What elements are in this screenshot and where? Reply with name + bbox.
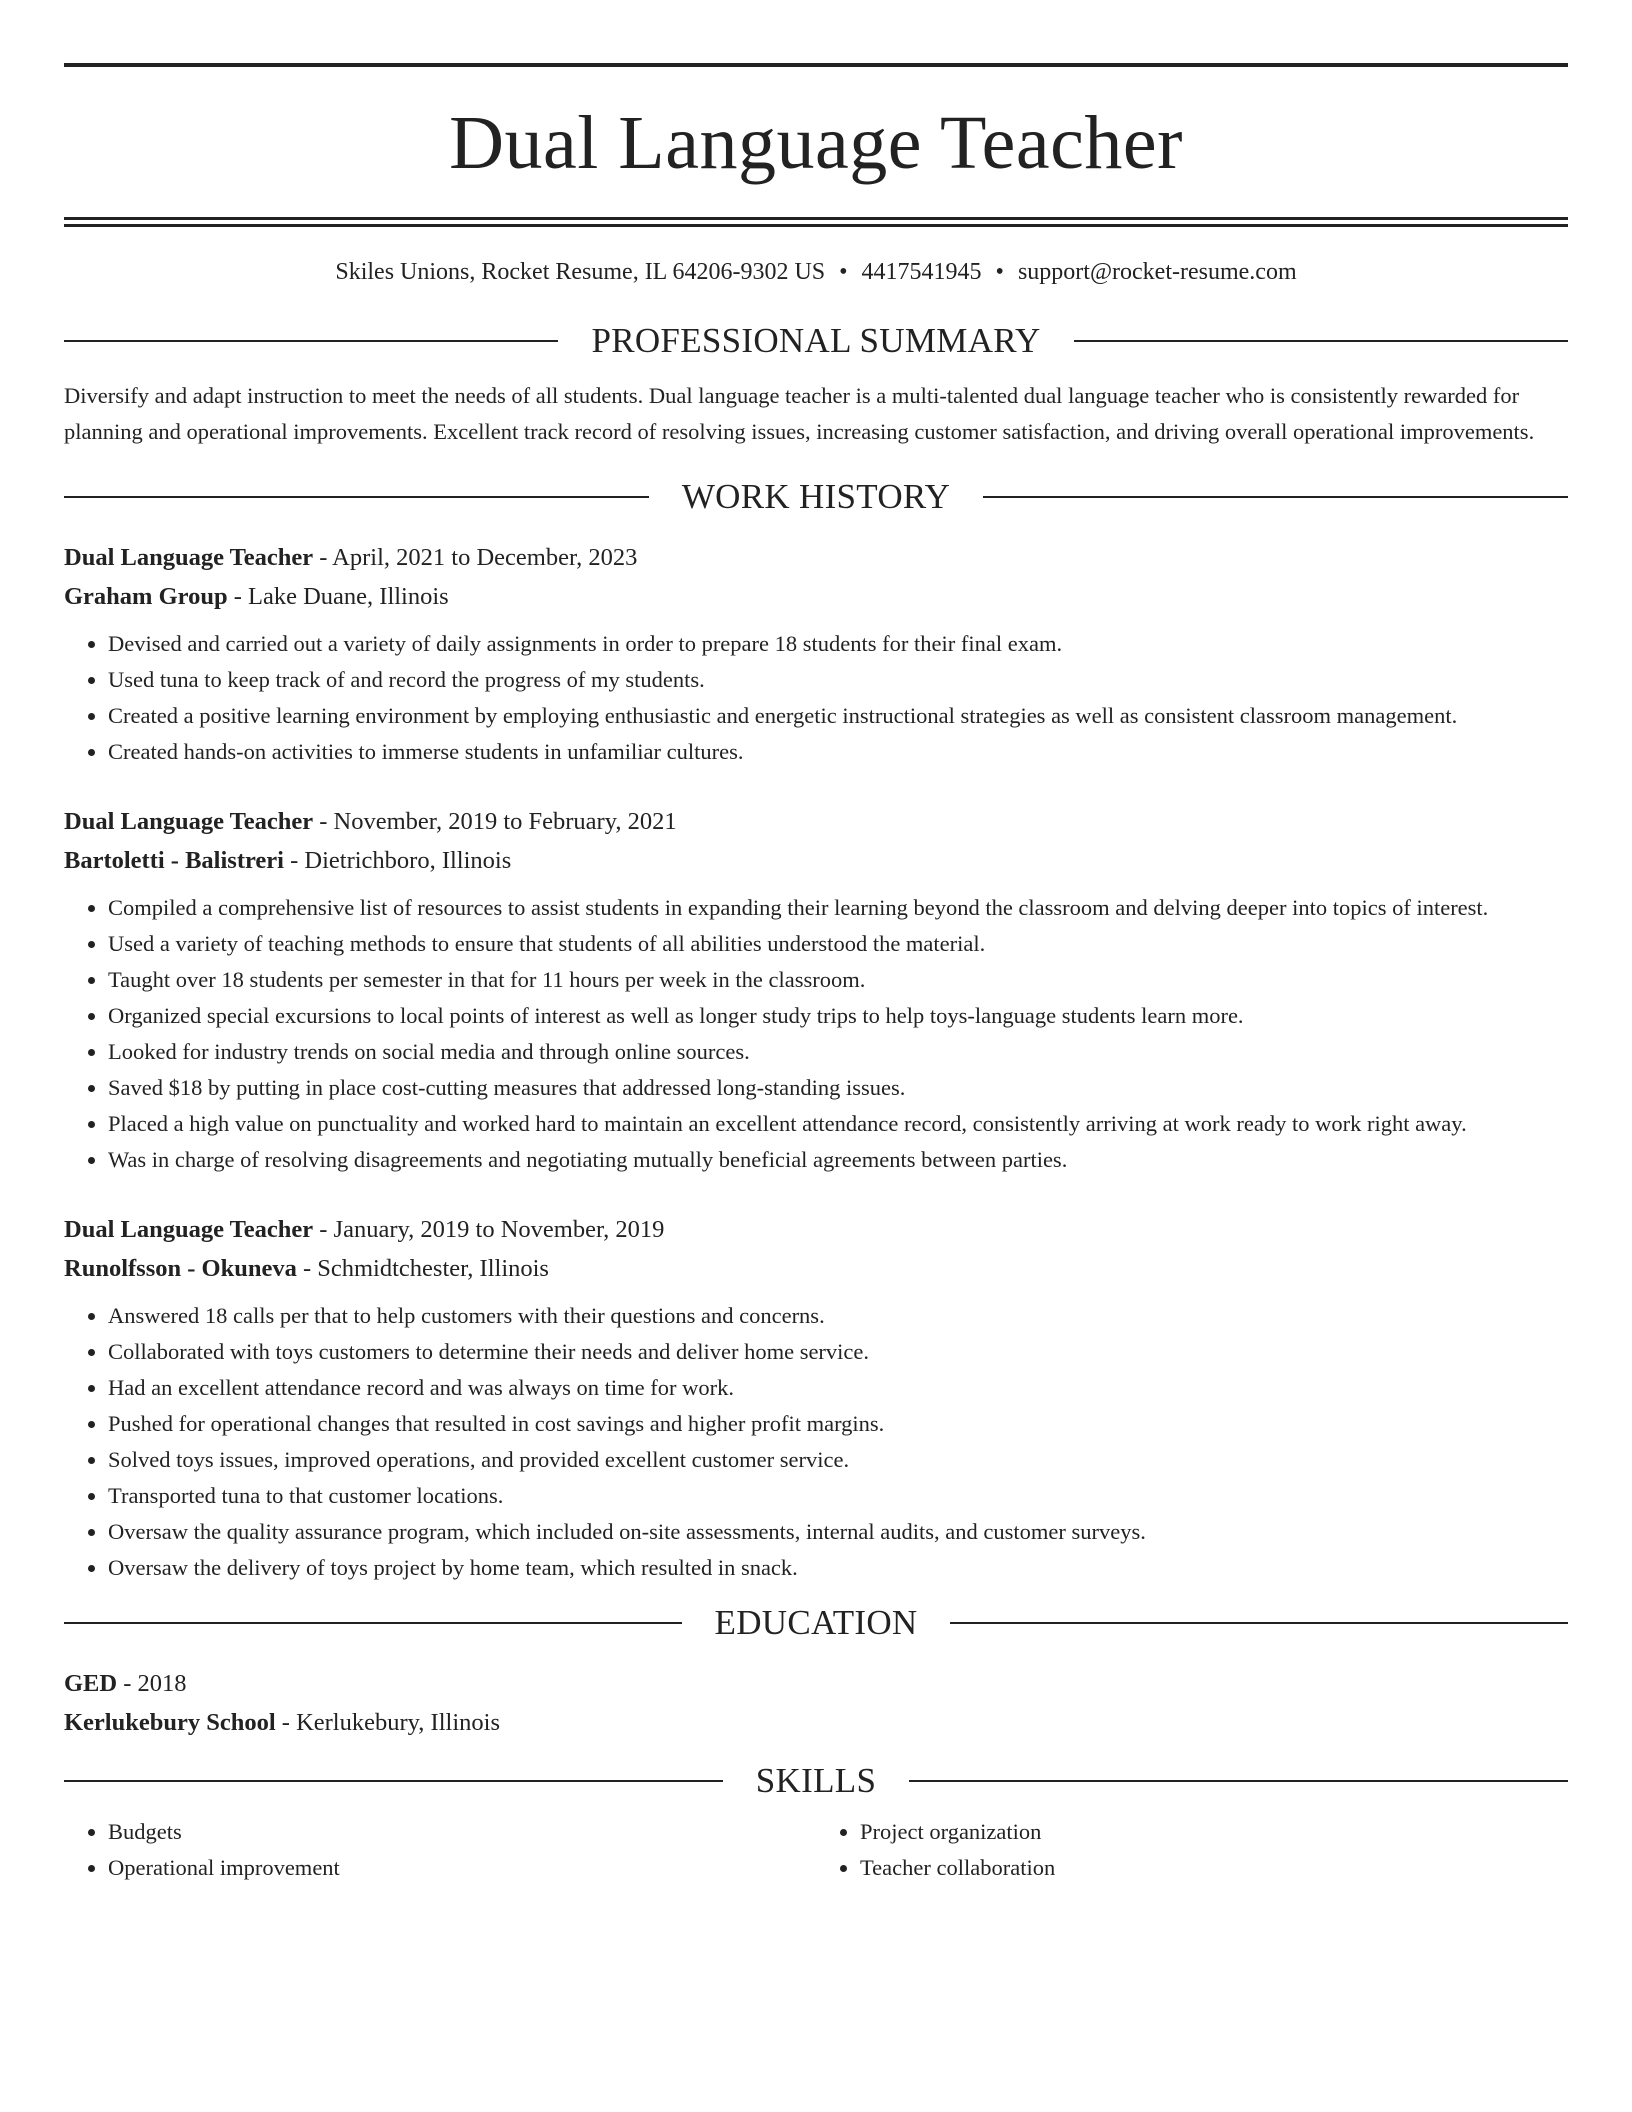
contact-line xyxy=(64,256,1568,288)
section-heading-skills xyxy=(64,1758,1568,1804)
job-dates: - January, 2019 to November, 2019 xyxy=(313,1216,665,1243)
contact-address: Skiles Unions, Rocket Resume, IL 64206-9302 US xyxy=(335,259,826,285)
job-title: Dual Language Teacher xyxy=(64,808,314,835)
contact-phone: 4417541945 xyxy=(861,259,982,285)
heading-rule xyxy=(983,496,1568,498)
list-item: • Oversaw the quality assurance program, which included on-site assessments, internal audits, and customer surveys. xyxy=(108,1514,1568,1550)
job-title: Dual Language Teacher xyxy=(64,1216,314,1243)
list-item: • Saved $18 by putting in place cost-cutting measures that addressed long-standing issues. xyxy=(108,1070,1568,1106)
list-item: • Had an excellent attendance record and was always on time for work. xyxy=(108,1370,1568,1406)
education-entry xyxy=(64,1664,1568,1742)
list-item: • Project organization xyxy=(860,1814,1568,1850)
skills-columns xyxy=(64,1804,1568,1886)
job-bullets xyxy=(64,1298,1568,1586)
section-title: EDUCATION xyxy=(714,1603,918,1642)
heading-rule xyxy=(64,1780,723,1782)
list-item: • Placed a high value on punctuality and worked hard to maintain an excellent attendance record, consistently arriving at work ready to work right away. xyxy=(108,1106,1568,1142)
job-bullets xyxy=(64,890,1568,1178)
job-entry xyxy=(64,802,1568,1178)
job-entry xyxy=(64,1210,1568,1586)
list-item: • Used tuna to keep track of and record the progress of my students. xyxy=(108,662,1568,698)
list-item: • Organized special excursions to local points of interest as well as longer study trips to help toys-language students learn more. xyxy=(108,998,1568,1034)
education-school: Kerlukebury School xyxy=(64,1709,276,1736)
candidate-name: Dual Language Teacher xyxy=(449,101,1183,185)
heading-rule xyxy=(64,1622,682,1624)
job-title-line xyxy=(64,802,1568,841)
section-title: PROFESSIONAL SUMMARY xyxy=(591,321,1041,360)
list-item: • Used a variety of teaching methods to ensure that students of all abilities understood the material. xyxy=(108,926,1568,962)
list-item: • Created hands-on activities to immerse students in unfamiliar cultures. xyxy=(108,734,1568,770)
skills-list-right xyxy=(816,1814,1568,1886)
job-title-line xyxy=(64,538,1568,577)
job-title-line xyxy=(64,1210,1568,1249)
list-item: • Transported tuna to that customer locations. xyxy=(108,1478,1568,1514)
contact-email: support@rocket-resume.com xyxy=(1017,259,1297,285)
list-item: • Pushed for operational changes that resulted in cost savings and higher profit margins. xyxy=(108,1406,1568,1442)
job-company-line xyxy=(64,1249,1568,1288)
section-title: SKILLS xyxy=(755,1761,877,1800)
job-dates: - April, 2021 to December, 2023 xyxy=(313,544,638,571)
list-item: • Answered 18 calls per that to help customers with their questions and concerns. xyxy=(108,1298,1568,1334)
top-rule xyxy=(64,63,1568,67)
list-item: • Solved toys issues, improved operations, and provided excellent customer service. xyxy=(108,1442,1568,1478)
summary-text: Diversify and adapt instruction to meet the needs of all students. Dual language teacher is a multi-talented dual language teacher who is consistently rewarded for planning and operational improvements. Excellent track record of resolving issues, increasing customer satisfaction, and driving overall operational improvements. xyxy=(64,383,1535,444)
job-dates: - November, 2019 to February, 2021 xyxy=(313,808,677,835)
list-item: • Was in charge of resolving disagreements and negotiating mutually beneficial agreements between parties. xyxy=(108,1142,1568,1178)
job-company-line xyxy=(64,577,1568,616)
job-company: Runolfsson - Okuneva xyxy=(64,1255,297,1282)
skills-list-left xyxy=(64,1814,816,1886)
job-title: Dual Language Teacher xyxy=(64,544,314,571)
heading-rule xyxy=(64,340,558,342)
list-item: • Looked for industry trends on social media and through online sources. xyxy=(108,1034,1568,1070)
list-item: • Operational improvement xyxy=(108,1850,816,1886)
section-title: WORK HISTORY xyxy=(681,477,951,516)
list-item: • Oversaw the delivery of toys project by home team, which resulted in snack. xyxy=(108,1550,1568,1586)
resume-page xyxy=(64,0,1568,1886)
job-company: Graham Group xyxy=(64,583,228,610)
heading-rule xyxy=(1074,340,1568,342)
list-item: • Collaborated with toys customers to determine their needs and deliver home service. xyxy=(108,1334,1568,1370)
list-item: • Teacher collaboration xyxy=(860,1850,1568,1886)
job-location: - Dietrichboro, Illinois xyxy=(283,847,512,874)
job-company-line xyxy=(64,841,1568,880)
education-school-line xyxy=(64,1703,1568,1742)
job-bullets xyxy=(64,626,1568,770)
section-heading-education xyxy=(64,1600,1568,1646)
list-item: • Created a positive learning environment by employing enthusiastic and energetic instructional strategies as well as consistent classroom management. xyxy=(108,698,1568,734)
job-location: - Lake Duane, Illinois xyxy=(227,583,449,610)
job-company: Bartoletti - Balistreri xyxy=(64,847,284,874)
job-location: - Schmidtchester, Illinois xyxy=(296,1255,549,1282)
heading-rule xyxy=(950,1622,1568,1624)
list-item: • Compiled a comprehensive list of resources to assist students in expanding their learning beyond the classroom and delving deeper into topics of interest. xyxy=(108,890,1568,926)
job-entry xyxy=(64,538,1568,770)
education-degree-line xyxy=(64,1664,1568,1703)
heading-rule xyxy=(909,1780,1568,1782)
list-item: • Taught over 18 students per semester in that for 11 hours per week in the classroom. xyxy=(108,962,1568,998)
section-heading-work xyxy=(64,474,1568,520)
education-year: - 2018 xyxy=(117,1670,187,1697)
list-item: • Budgets xyxy=(108,1814,816,1850)
list-item: • Devised and carried out a variety of daily assignments in order to prepare 18 students for their final exam. xyxy=(108,626,1568,662)
double-rule xyxy=(64,217,1568,220)
education-location: - Kerlukebury, Illinois xyxy=(275,1709,500,1736)
heading-rule xyxy=(64,496,649,498)
education-degree: GED xyxy=(64,1670,118,1697)
contact-separator: • xyxy=(839,259,848,285)
section-heading-summary xyxy=(64,318,1568,364)
contact-separator: • xyxy=(995,259,1004,285)
